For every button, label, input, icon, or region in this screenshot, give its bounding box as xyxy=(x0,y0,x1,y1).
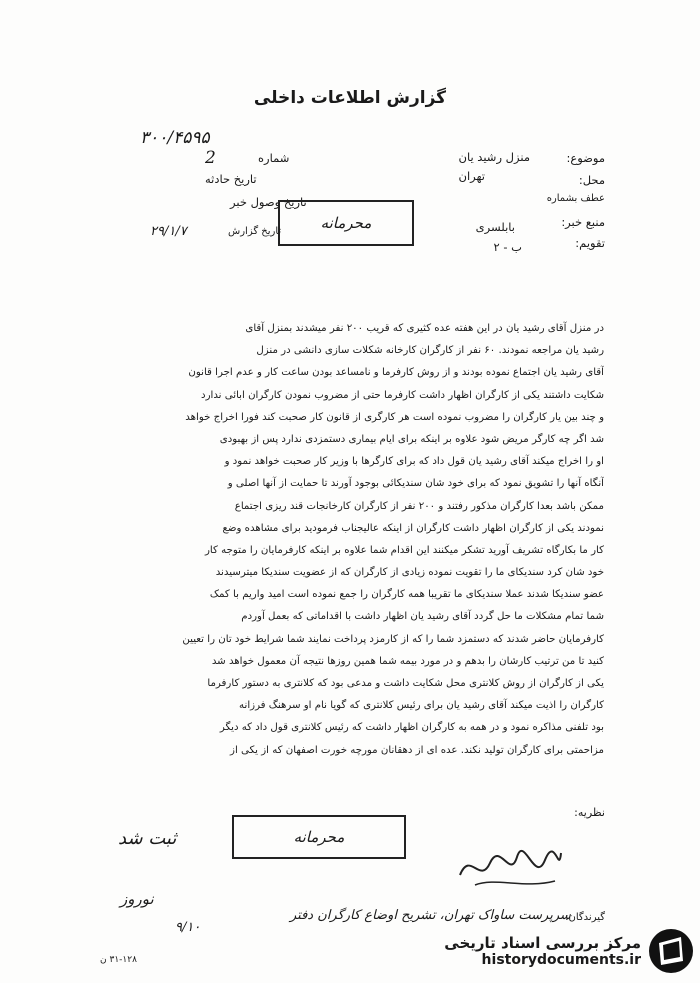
body-line: مزاحمتی برای کارگران تولید نکند. عده ای از دهقانان مورچه خورت اصفهان که از یکی از xyxy=(230,744,604,756)
document-number-copy: 2 xyxy=(205,148,216,168)
left-date: ۹/۱۰ xyxy=(175,920,201,935)
incident-date-label: تاریخ حادثه xyxy=(205,172,257,186)
report-date-value: ۲۹/۱/۷ xyxy=(150,224,187,239)
evaluation-value: ب - ۲ xyxy=(493,240,522,254)
document-number: ۳۰۰/۴۵۹۵ xyxy=(140,128,210,148)
body-line: رشید یان مراجعه نمودند. ۶۰ نفر از کارگران کارخانه شکلات سازی دانشی در منزل xyxy=(256,345,604,357)
document-title: گزارش اطلاعات داخلی xyxy=(253,88,447,108)
officer-signature xyxy=(455,845,565,895)
comment-label: نظریه: xyxy=(574,806,605,819)
body-line: در منزل آقای رشید یان در این هفته عده کثیری که قریب ۲۰۰ نفر میشدند بمنزل آقای xyxy=(245,323,604,334)
evaluation-label: تقویم: xyxy=(575,236,605,250)
body-line: او را اخراج میکند آقای رشید یان قول داد که برای کارگرها با وزیر کار صحبت خواهد نمود و xyxy=(224,456,604,468)
source-label: منبع خبر: xyxy=(561,215,605,229)
watermark-text-en: historydocuments.ir xyxy=(481,952,641,968)
watermark-text-fa: مرکز بررسی اسناد تاریخی xyxy=(444,934,641,952)
report-date-label: تاریخ گزارش xyxy=(228,226,282,237)
watermark-logo xyxy=(440,925,695,977)
body-line: آنگاه آنها را تشویق نمود که برای خود شان سندیکائی بوجود آورند تا حمایت از آنها اصلی و xyxy=(227,478,604,490)
body-line: کارگران را اذیت میکند آقای رشید یان برای رئیس کلانتری که گویا نام او سرهنگ فرزانه xyxy=(239,700,604,712)
body-line: بود تلفنی مذاکره نمود و در همه به کارگران اظهار داشت که رئیس کلانتری قول داد که دیگر xyxy=(219,722,604,734)
body-line: خود شان کرد سندیکای ما را تقویت نموده زیادی از کارگران که از عضویت سندیکا میترسیدند xyxy=(215,567,604,579)
body-line: عضو سندیکا شدند عملا سندیکای ما تقریبا همه کارگران را جمع نموده است امید واریم با کمک xyxy=(209,589,604,601)
confidential-stamp xyxy=(278,200,414,246)
source-value: بابلسری xyxy=(475,220,515,234)
body-line: شکایت داشتند یکی از کارگران اظهار داشت کارفرما حتی از مضروب نمودن کارگران ابائی ندارد xyxy=(201,389,604,401)
subject-value: منزل رشید یان xyxy=(458,150,530,164)
body-line: و چند بین یار کارگران را مضروب نموده است هر کارگری از قانون کار صحبت کند فورا اخراج خواهد xyxy=(185,411,604,423)
left-note: ثبت شد xyxy=(118,828,177,849)
body-line: کارفرمایان حاضر شدند که دستمزد شما را که از کارمزد پرداخت نمایند شما شرایط خود تان را تعیین xyxy=(182,633,604,645)
left-signature: نوروز xyxy=(120,890,154,908)
body-line: ممکن باشد بعدا کارگران مذکور رفتند و ۲۰۰ نفر از کارگران کارخانجات قند ریزی اجتماع xyxy=(234,500,604,512)
location-label: محل: xyxy=(578,173,605,187)
body-line: آقای رشید یان اجتماع نموده بودند و از روش کارفرما و نامساعد بودن ساعت کار و عدم اجرا قانون xyxy=(188,367,604,379)
body-line: نمودند یکی از کارگران اظهار داشت کارگران از اینکه عالیجناب فرمودید برای مشاهده وضع xyxy=(222,522,604,534)
subject-label: موضوع: xyxy=(566,151,605,165)
body-line: کار ما بکارگاه تشریف آورید تشکر میکنند این اقدام شما علاوه بر اینکه کارفرمایان را متوجه کار xyxy=(205,544,604,556)
confidential-stamp-bottom-text: محرمانه xyxy=(293,828,345,846)
news-date-label: تاریخ وصول خبر xyxy=(230,195,307,209)
receivers-label: گیرندگان: xyxy=(565,912,605,923)
reference-label: عطف بشماره xyxy=(546,193,605,204)
receivers-handwriting: سرپرست ساواک تهران، تشریح اوضاع کارگران دفتر xyxy=(290,908,571,923)
form-code: ۳۱-۱۲۸ ن xyxy=(100,955,137,965)
body-line: یکی از کارگران از روش کلانتری محل شکایت داشت و مدعی بود که کلانتری به دستور کارفرما xyxy=(207,678,604,689)
archive-logo-icon xyxy=(647,927,695,975)
number-label: شماره xyxy=(258,151,290,165)
body-line: شد اگر چه کارگر مریض شود علاوه بر اینکه برای ایام بیماری دستمزدی ندارد پس از بهبودی xyxy=(219,433,604,445)
body-line: کنید تا من ترتیب کارشان را بدهم و در مورد بیمه شما همین روزها نتیجه آن معمول خواهد شد xyxy=(211,655,604,667)
body-line: شما تمام مشکلات ما حل گردد آقای رشید یان اظهار داشت با اقداماتی که بعمل آوردم xyxy=(241,611,604,623)
confidential-stamp-bottom xyxy=(232,815,406,859)
confidential-stamp-text: محرمانه xyxy=(320,214,372,232)
report-body xyxy=(92,318,604,762)
location-value: تهران xyxy=(458,169,485,183)
